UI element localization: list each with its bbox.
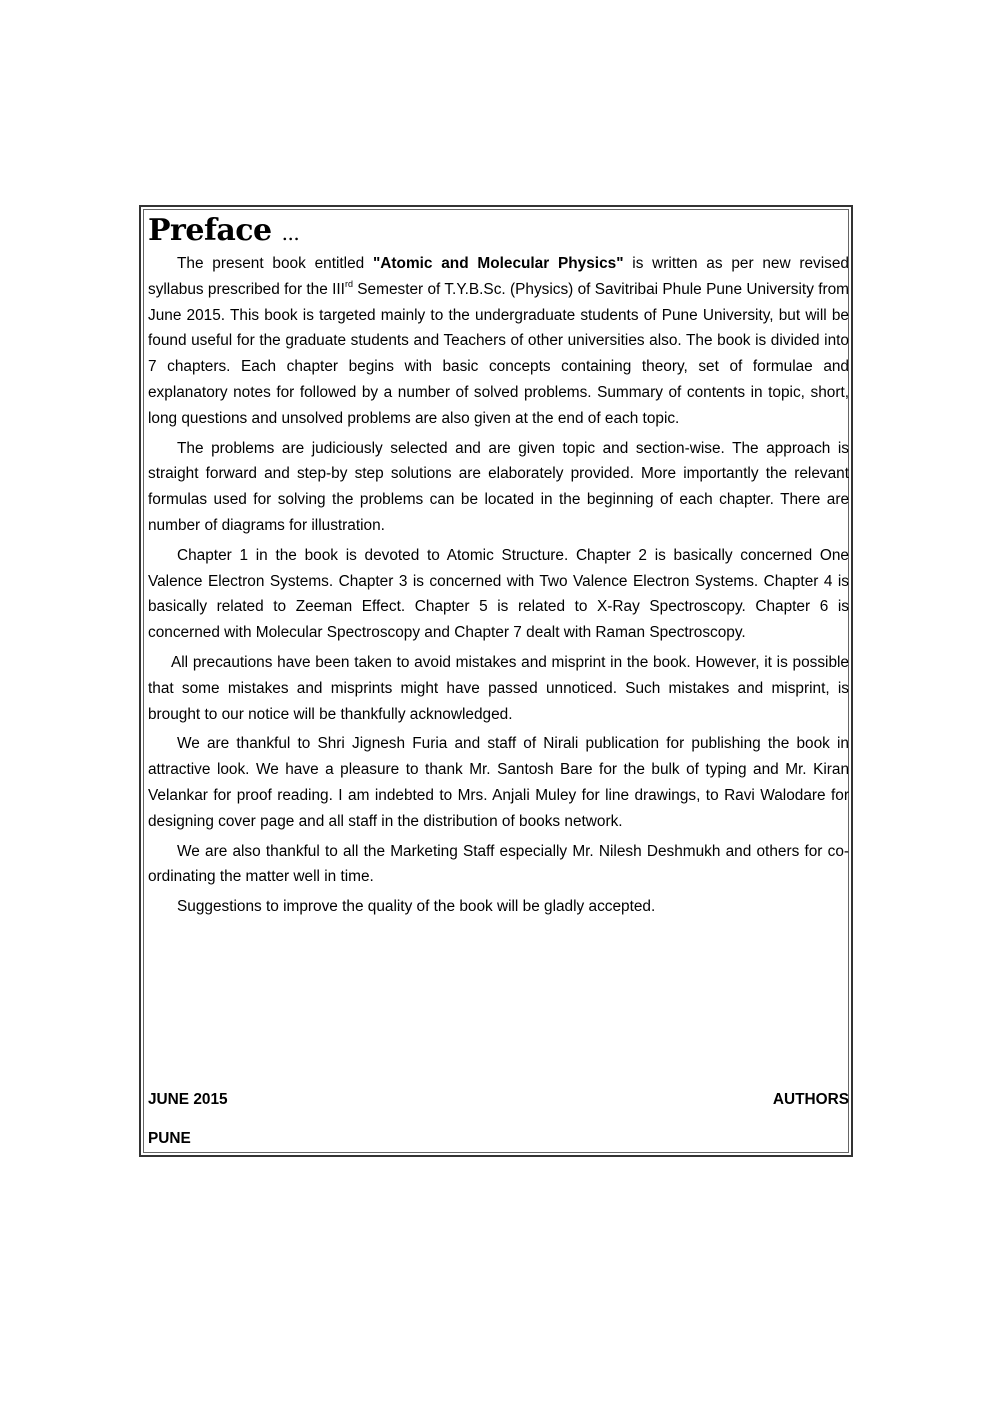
place-row (148, 1130, 849, 1148)
paragraph-1-part-b: is written as per new revised syllabus prescribed for the III (148, 255, 849, 298)
authors-label: AUTHORS (772, 1091, 849, 1108)
date-label: JUNE 2015 (148, 1091, 228, 1108)
paragraph-1 (148, 251, 849, 432)
title-dots: ... (281, 221, 300, 245)
page-title (148, 211, 849, 251)
preface-content (148, 211, 849, 924)
preface-frame (139, 205, 853, 1157)
signature-row (148, 1091, 849, 1109)
paragraph-5: We are thankful to Shri Jignesh Furia and staff of Nirali publication for publishing the book in attractive look. We have a pleasure to thank Mr. Santosh Bare for the bulk of typing and Mr. Kiran Velankar for proof reading. I am indebted to Mrs. Anjali Muley for line drawings, to Ravi Walodare for designing cover page and all staff in the distribution of books network. (148, 735, 849, 830)
paragraph-1-part-c: Semester of T.Y.B.Sc. (Physics) of Savitribai Phule Pune University from June 2015. This book is targeted mainly to the undergraduate students of Pune University, but will be found useful for the graduate students and Teachers of other universities also. The book is divided into 7 chapters. Each chapter begins with basic concepts containing theory, set of formulae and explanatory notes for followed by a number of solved problems. Summary of contents in topic, short, long questions and unsolved problems are also given at the end of each topic. (148, 280, 850, 427)
paragraph-1-part-a: The present book entitled (177, 255, 373, 272)
paragraph-3: Chapter 1 in the book is devoted to Atomic Structure. Chapter 2 is basically concerned One Valence Electron Systems. Chapter 3 is concerned with Two Valence Electron Systems. Chapter 4 is basically related to Zeeman Effect. Chapter 5 is related to X-Ray Spectroscopy. Chapter 6 is concerned with Molecular Spectroscopy and Chapter 7 dealt with Raman Spectroscopy. (148, 546, 849, 642)
paragraph-2: The problems are judiciously selected and are given topic and section-wise. The approach is straight forward and step-by step solutions are elaborately provided. More importantly the relevant formulas used for solving the problems can be located in the beginning of each chapter. There are number of diagrams for illustration. (148, 439, 849, 534)
title-text: Preface (148, 213, 272, 248)
book-title: "Atomic and Molecular Physics" (373, 255, 624, 272)
paragraph-7: Suggestions to improve the quality of the book will be gladly accepted. (177, 898, 656, 916)
place-label: PUNE (148, 1130, 191, 1147)
paragraph-4: All precautions have been taken to avoid mistakes and misprint in the book. However, it is possible that some mistakes and misprints might have passed unnoticed. Such mistakes and misprint, is brought to our notice will be thankfully acknowledged. (148, 653, 849, 723)
ordinal-superscript: rd (344, 278, 353, 289)
paragraph-6: We are also thankful to all the Marketing Staff especially Mr. Nilesh Deshmukh and others for co-ordinating the matter well in time. (148, 842, 849, 886)
